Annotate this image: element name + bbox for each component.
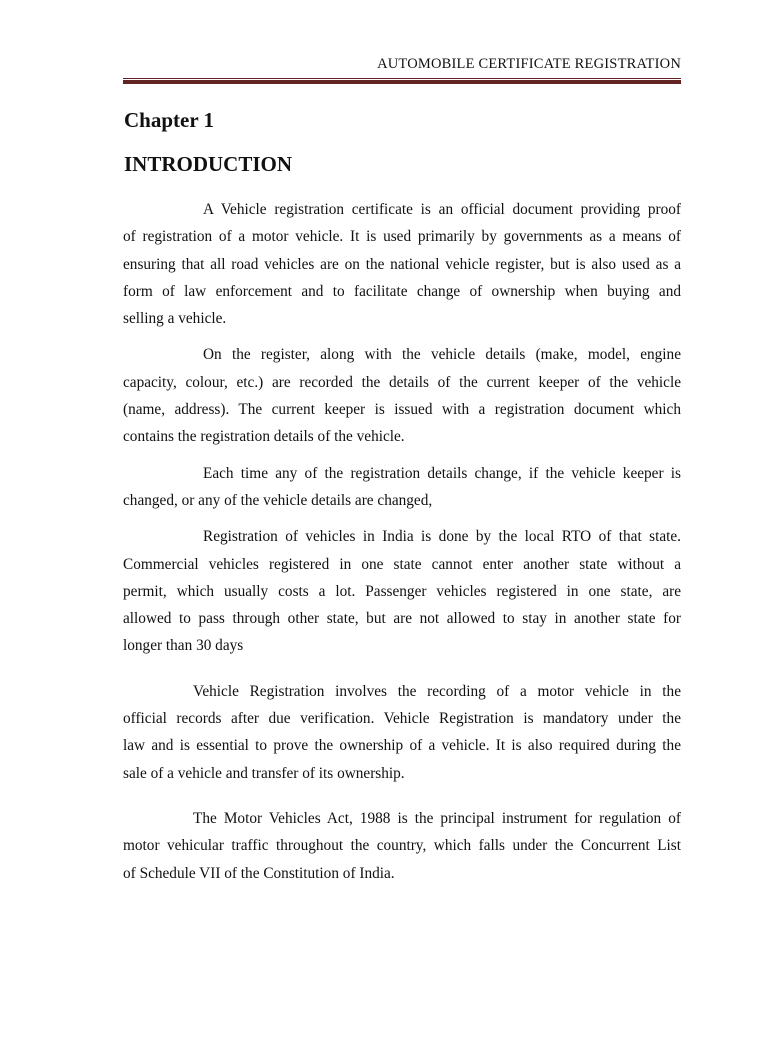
paragraph	[123, 678, 681, 787]
paragraph-line: Vehicle Registration involves the recording of a motor vehicle in the	[193, 682, 681, 700]
document-body	[123, 196, 681, 896]
paragraph-line: of registration of a motor vehicle. It is used primarily by governments as a means of	[123, 228, 681, 246]
paragraph-line: law and is essential to prove the ownership of a vehicle. It is also required during the	[123, 737, 681, 755]
paragraph	[123, 341, 681, 450]
paragraph-line: On the register, along with the vehicle details (make, model, engine	[203, 346, 681, 364]
paragraph-line: ensuring that all road vehicles are on the national vehicle register, but is also used as a	[123, 255, 681, 273]
paragraph	[123, 805, 681, 887]
paragraph-line: form of law enforcement and to facilitate change of ownership when buying and	[123, 282, 681, 300]
paragraph-line: changed, or any of the vehicle details are changed,	[123, 491, 433, 509]
paragraph-line: permit, which usually costs a lot. Passenger vehicles registered in one state, are	[123, 582, 681, 600]
chapter-heading: Chapter 1	[124, 108, 215, 132]
paragraph	[123, 523, 681, 659]
paragraph	[123, 196, 681, 332]
paragraph-line: motor vehicular traffic throughout the country, which falls under the Concurrent List	[123, 837, 681, 855]
paragraph-line: A Vehicle registration certificate is an official document providing proof	[203, 201, 681, 218]
paragraph-line: selling a vehicle.	[123, 310, 227, 328]
paragraph-line: sale of a vehicle and transfer of its ownership.	[123, 764, 405, 782]
header-rule-thick	[123, 80, 681, 84]
paragraph-line: Registration of vehicles in India is done by the local RTO of that state.	[203, 528, 681, 546]
paragraph-line: Each time any of the registration details change, if the vehicle keeper is	[203, 464, 681, 482]
running-header: AUTOMOBILE CERTIFICATE REGISTRATION	[377, 56, 681, 72]
paragraph-line: of Schedule VII of the Constitution of India.	[123, 864, 395, 882]
paragraph-line: official records after due verification. Vehicle Registration is mandatory under the	[123, 710, 681, 728]
paragraph-line: Commercial vehicles registered in one state cannot enter another state without a	[123, 555, 681, 573]
paragraph-line: contains the registration details of the vehicle.	[123, 428, 405, 446]
paragraph-line: capacity, colour, etc.) are recorded the details of the current keeper of the vehicle	[123, 373, 681, 391]
paragraph	[123, 460, 681, 515]
paragraph-line: (name, address). The current keeper is issued with a registration document which	[123, 401, 681, 419]
section-heading: INTRODUCTION	[124, 152, 293, 176]
paragraph-line: The Motor Vehicles Act, 1988 is the principal instrument for regulation of	[193, 809, 681, 827]
header-rule-thin	[123, 78, 681, 79]
paragraph-line: longer than 30 days	[123, 637, 244, 655]
paragraph-line: allowed to pass through other state, but are not allowed to stay in another state for	[123, 610, 681, 628]
